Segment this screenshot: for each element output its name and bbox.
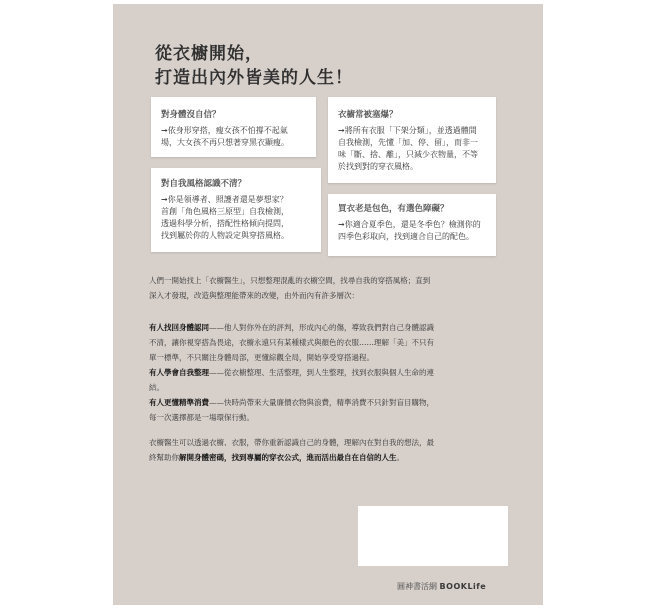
card-title: 買衣老是包色，有選色障礙？: [338, 204, 449, 214]
text-line: [149, 365, 504, 380]
barcode-area: [358, 506, 508, 566]
card-closet-full: [328, 97, 496, 183]
booklife-logo: BOOKLife: [439, 582, 487, 591]
text-run: ——他人對你外在的評判，形成內心的傷，導致我們對自己身體認識: [209, 323, 434, 332]
text-run: ——快時尚帶來大量廉價衣物與浪費，精準消費不只針對盲目購物，: [209, 398, 434, 407]
card-title: 衣櫥常被塞爆？: [338, 110, 398, 120]
card-text: [161, 125, 308, 149]
layers-paragraph: [149, 320, 504, 425]
headline-line-2: 打造出內外皆美的人生！: [155, 68, 353, 88]
card-body-confidence: [151, 97, 316, 157]
book-back-cover: [113, 4, 543, 605]
bold-phrase: 解開身體密碼，找到專屬的穿衣公式，進而活出最自在自信的人生: [179, 453, 397, 462]
headline: [155, 42, 353, 90]
text-line: 衣櫥醫生可以透過衣櫥、衣服，帶你重新認識自己的身體，理解內在對自我的想法，最: [149, 438, 434, 447]
text-run: ——從衣櫥整理、生活整理，到人生整理，找到衣服與個人生命的連: [209, 368, 434, 377]
text-line: [149, 395, 504, 410]
closing-paragraph: [149, 435, 504, 465]
text-line: 結。: [149, 383, 164, 392]
bold-phrase: 有人學會自我整理: [149, 368, 209, 377]
card-self-style: [151, 168, 321, 252]
card-text: [338, 125, 488, 173]
card-line: ➞你是領導者、照護者還是夢想家？: [161, 195, 288, 204]
text-run: 。: [396, 453, 404, 462]
card-line: 首創「角色風格三原型」自我檢測，: [161, 207, 289, 216]
text-line: 深入才發現，改造與整理能帶來的改變，由外而內有許多層次：: [149, 291, 359, 300]
card-line: 於找到對的穿衣風格。: [338, 162, 418, 171]
card-line: ➞將所有衣服「下架分類」，並透過體間: [338, 126, 477, 135]
card-line: 找到屬於你的人物設定與穿搭風格。: [161, 231, 289, 240]
card-line: 自我檢測，先懂「加、停、留」，而非一: [338, 138, 478, 147]
card-line: ➞你適合夏季色，還是冬季色？檢測你的: [338, 220, 481, 229]
publisher-name: 圓神書活網: [397, 582, 437, 591]
text-run: 終幫助你: [149, 453, 179, 462]
card-line: 透過科學分析，搭配性格傾向提問，: [161, 219, 289, 228]
card-line: 四季色彩取向，找到適合自己的配色。: [338, 232, 474, 241]
bold-phrase: 有人更懂精準消費: [149, 398, 209, 407]
headline-line-1: 從衣櫥開始，: [155, 44, 263, 64]
bold-phrase: 有人找回身體認同: [149, 323, 209, 332]
card-line: 場，大女孩不再只想著穿黑衣顯瘦。: [161, 138, 289, 147]
text-line: 人們一開始找上「衣櫥醫生」，只想整理混亂的衣櫥空間，找尋自我的穿搭風格；直到: [149, 276, 431, 285]
card-color-choice: [328, 194, 496, 256]
text-line: [149, 450, 504, 465]
text-line: 單一標準，不只關注身體局部，更懂綜觀全局，開始享受穿搭過程。: [149, 353, 374, 362]
card-title: 對自我風格認識不清？: [161, 179, 247, 189]
card-text: [161, 194, 313, 242]
card-line: ➞依身形穿搭，瘦女孩不怕撐不起氣: [161, 126, 288, 135]
intro-paragraph: [149, 273, 504, 303]
text-line: 每一次選擇都是一場環保行動。: [149, 413, 254, 422]
text-line: [149, 320, 504, 335]
publisher-logo: [397, 581, 486, 592]
card-title: 對身體沒自信？: [161, 110, 221, 120]
card-text: [338, 219, 488, 243]
card-line: 味「斷、捨、離」，只減少衣物量，不等: [338, 150, 478, 159]
text-line: 不清，讓你視穿搭為畏途，衣櫥永遠只有某種樣式與顏色的衣服……理解「美」不只有: [149, 338, 434, 347]
